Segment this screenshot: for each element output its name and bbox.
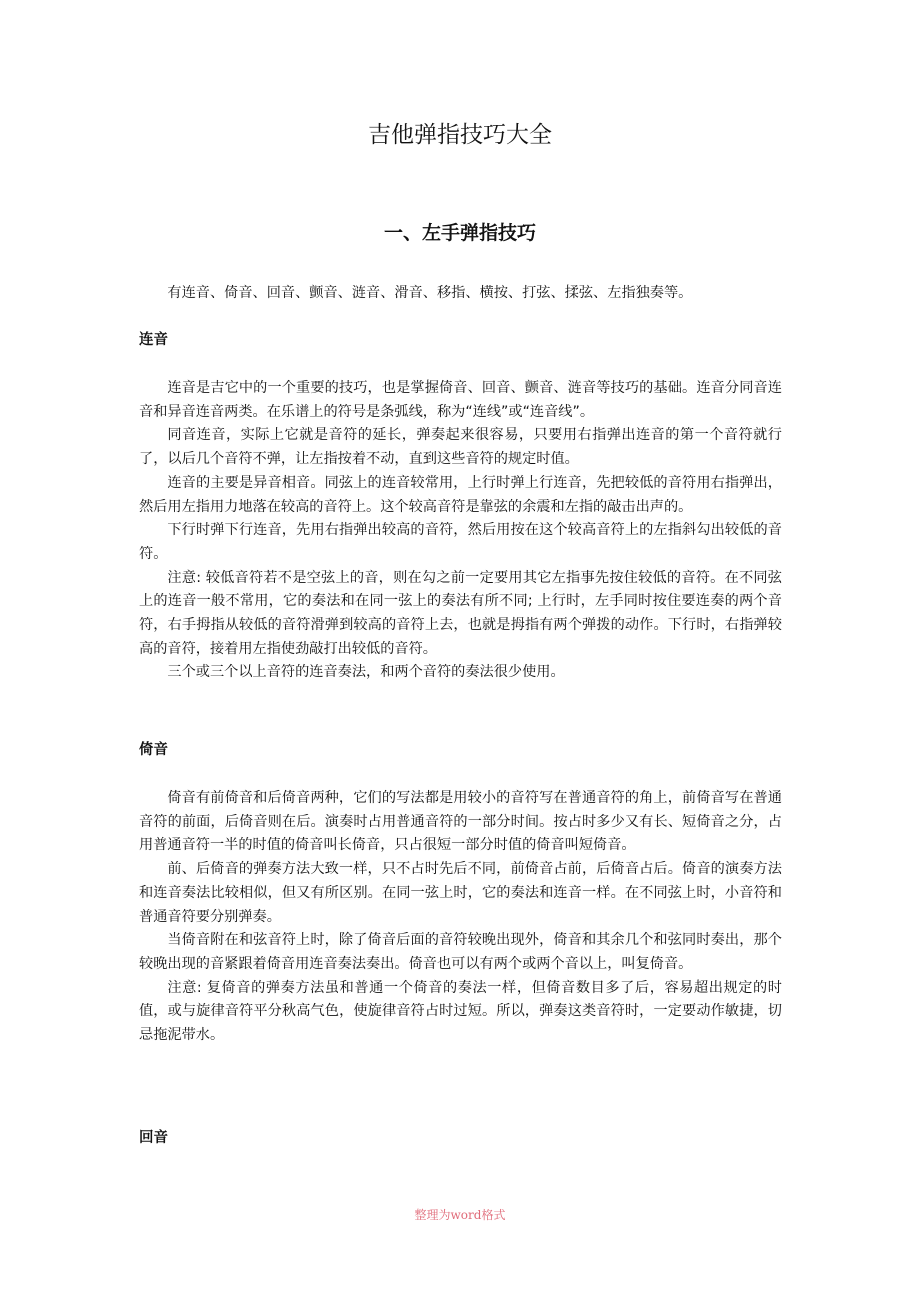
subheading-lianyin: 连音 <box>139 332 168 348</box>
paragraph: 下行时弹下行连音，先用右指弹出较高的音符，然后用按在这个较高音符上的左指斜勾出较低的音符。 <box>139 522 782 562</box>
paragraph: 连音的主要是异音相音。同弦上的连音较常用，上行时弹上行连音，先把较低的音符用右指弹出，然后用左指用力地落在较高的音符上。这个较高音符是靠弦的余震和左指的敲击出声的。 <box>139 474 782 515</box>
paragraph: 注意: 较低音符若不是空弦上的音，则在勾之前一定要用其它左指事先按住较低的音符。在不同弦上的连音一般不常用，它的奏法和在同一弦上的奏法有所不同; 上行时，左手同时按住要连奏的两个音符，右手拇指从较低的音符滑弹到较高的音符上去，也就是拇指有两个弹拨的动作。下行时，右指弹较高的音符，接着用左指使劲敲打出较低的音符。 <box>139 569 782 657</box>
paragraph: 倚音有前倚音和后倚音两种，它们的写法都是用较小的音符写在普通音符的角上，前倚音写在普通音符的前面，后倚音则在后。演奏时占用普通音符的一部分时间。按占时多少又有长、短倚音之分，占用普通音符一半的时值的倚音叫长倚音，只占很短一部分时值的倚音叫短倚音。 <box>139 790 782 854</box>
intro-block <box>139 282 782 306</box>
section-title: 一、左手弹指技巧 <box>383 222 536 244</box>
page-title: 吉他弹指技巧大全 <box>368 122 552 148</box>
paragraph: 当倚音附在和弦音符上时，除了倚音后面的音符较晚出现外，倚音和其余几个和弦同时奏出，那个较晚出现的音紧跟着倚音用连音奏法奏出。倚音也可以有两个或两个音以上，叫复倚音。 <box>139 932 782 972</box>
footer-note: 整理为word格式 <box>414 1208 506 1222</box>
paragraph: 三个或三个以上音符的连音奏法，和两个音符的奏法很少使用。 <box>167 664 565 681</box>
yiyin-body <box>139 787 782 1048</box>
paragraph: 注意: 复倚音的弹奏方法虽和普通一个倚音的奏法一样，但倚音数目多了后，容易超出规定的时值，或与旋律音符平分秋高气色，使旋律音符占时过短。所以，弹奏这类音符时，一定要动作敏捷，切忌拖泥带水。 <box>139 979 782 1044</box>
subheading-yiyin: 倚音 <box>139 742 168 758</box>
paragraph: 同音连音，实际上它就是音符的延长，弹奏起来很容易，只要用右指弹出连音的第一个音符就行了，以后几个音符不弹，让左指按着不动，直到这些音符的规定时值。 <box>139 427 782 468</box>
subheading-huiyin: 回音 <box>139 1130 168 1146</box>
paragraph: 连音是吉它中的一个重要的技巧，也是掌握倚音、回音、颤音、涟音等技巧的基础。连音分同音连音和异音连音两类。在乐谱上的符号是条弧线，称为“连线”或“连音线”。 <box>139 380 782 420</box>
lianyin-body <box>139 377 782 685</box>
paragraph: 前、后倚音的弹奏方法大致一样，只不占时先后不同，前倚音占前，后倚音占后。倚音的演奏方法和连音奏法比较相似，但又有所区别。在同一弦上时，它的奏法和连音一样。在不同弦上时，小音符和普通音符要分别弹奏。 <box>139 861 782 925</box>
intro-paragraph: 有连音、倚音、回音、颤音、涟音、滑音、移指、横按、打弦、揉弦、左指独奏等。 <box>167 285 693 301</box>
